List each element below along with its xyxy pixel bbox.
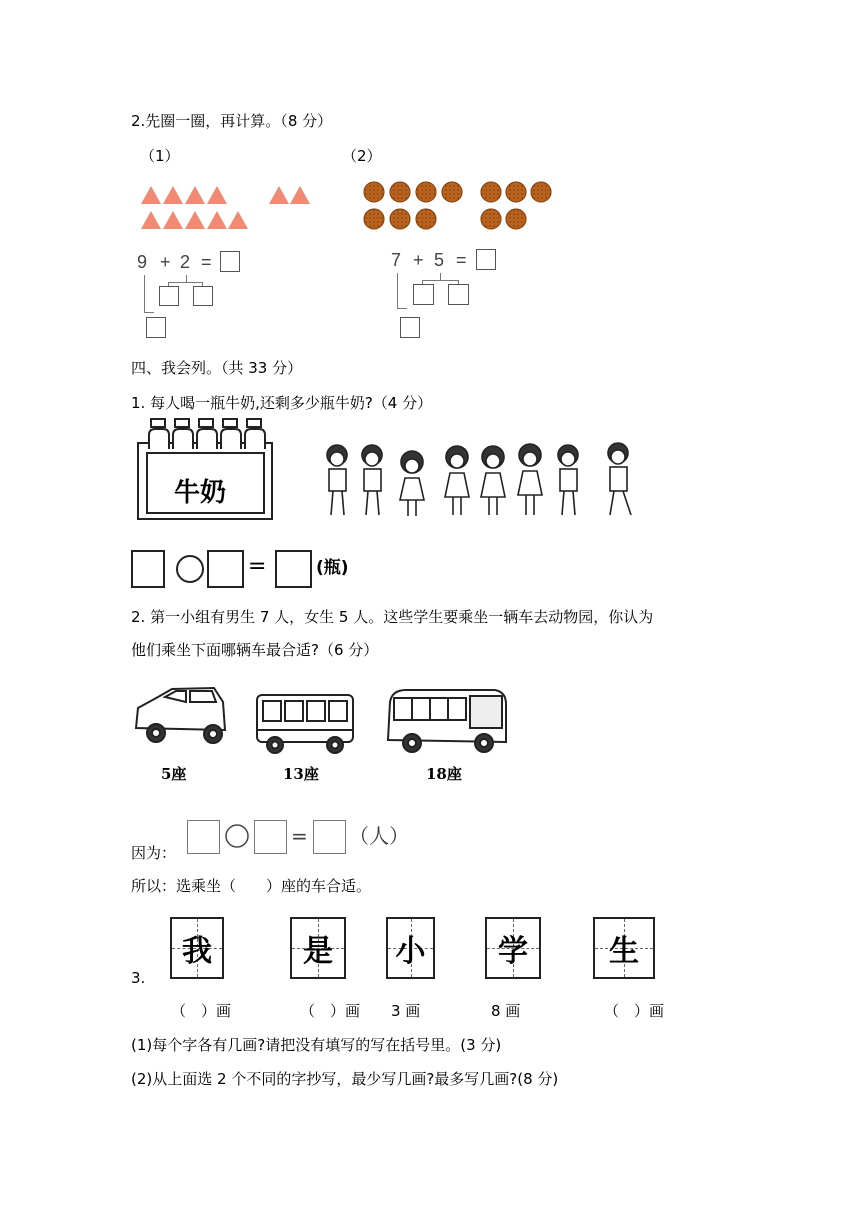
eq2-eq: =	[456, 250, 467, 270]
stroke-count-xiao: 3 画	[391, 1002, 421, 1020]
char-grid-sheng: 生	[593, 917, 655, 979]
eq2-a: 7	[391, 250, 402, 270]
eq1-op: +	[160, 252, 171, 272]
p2-answer-box-2[interactable]	[254, 820, 287, 854]
vehicle-label-bus: 13座	[283, 765, 319, 783]
char-grid-xue: 学	[485, 917, 541, 979]
p1-unit: (瓶)	[316, 558, 349, 578]
char-grid-xiao: 小	[386, 917, 435, 979]
p2-unit: （人）	[349, 824, 409, 848]
part1-label: （1）	[140, 147, 180, 165]
eq2-b: 5	[434, 250, 445, 270]
p3-number: 3.	[131, 969, 146, 987]
stroke-count-shi[interactable]: （ ）画	[300, 1002, 361, 1020]
equals-sign: =	[248, 554, 267, 579]
vehicle-label-car: 5座	[161, 765, 187, 783]
eq2-op: +	[413, 250, 424, 270]
p3-question-1: (1)每个字各有几画?请把没有填写的写在括号里。(3 分)	[131, 1036, 502, 1054]
section4-title: 四、我会列。（共 33 分）	[131, 359, 303, 377]
p2-answer-box-3[interactable]	[313, 820, 346, 854]
q2-title: 2.先圈一圈，再计算。（8 分）	[131, 112, 333, 130]
because-label: 因为：	[131, 844, 177, 862]
therefore-text: 所以：选乘坐（ ）座的车合适。	[131, 877, 372, 895]
stroke-count-wo[interactable]: （ ）画	[171, 1002, 232, 1020]
part2-label: （2）	[342, 147, 382, 165]
stroke-count-sheng[interactable]: （ ）画	[604, 1002, 665, 1020]
p1-text: 1. 每人喝一瓶牛奶,还剩多少瓶牛奶?（4 分）	[131, 394, 433, 412]
p2-line2: 他们乘坐下面哪辆车最合适?（6 分）	[131, 641, 379, 659]
eq1-b: 2	[180, 252, 191, 272]
crate-label: 牛奶	[174, 478, 227, 508]
eq1-a: 9	[137, 252, 148, 272]
stroke-count-xue: 8 画	[491, 1002, 521, 1020]
p3-question-2: (2)从上面选 2 个不同的字抄写，最少写几画?最多写几画?(8 分)	[131, 1070, 559, 1088]
eq1-eq: =	[201, 252, 212, 272]
equals-sign: =	[291, 824, 308, 848]
char-grid-shi: 是	[290, 917, 346, 979]
char-grid-wo: 我	[170, 917, 224, 979]
p2-line1: 2. 第一小组有男生 7 人，女生 5 人。这些学生要乘坐一辆车去动物园，你认为	[131, 608, 654, 626]
vehicle-label-coach: 18座	[426, 765, 462, 783]
